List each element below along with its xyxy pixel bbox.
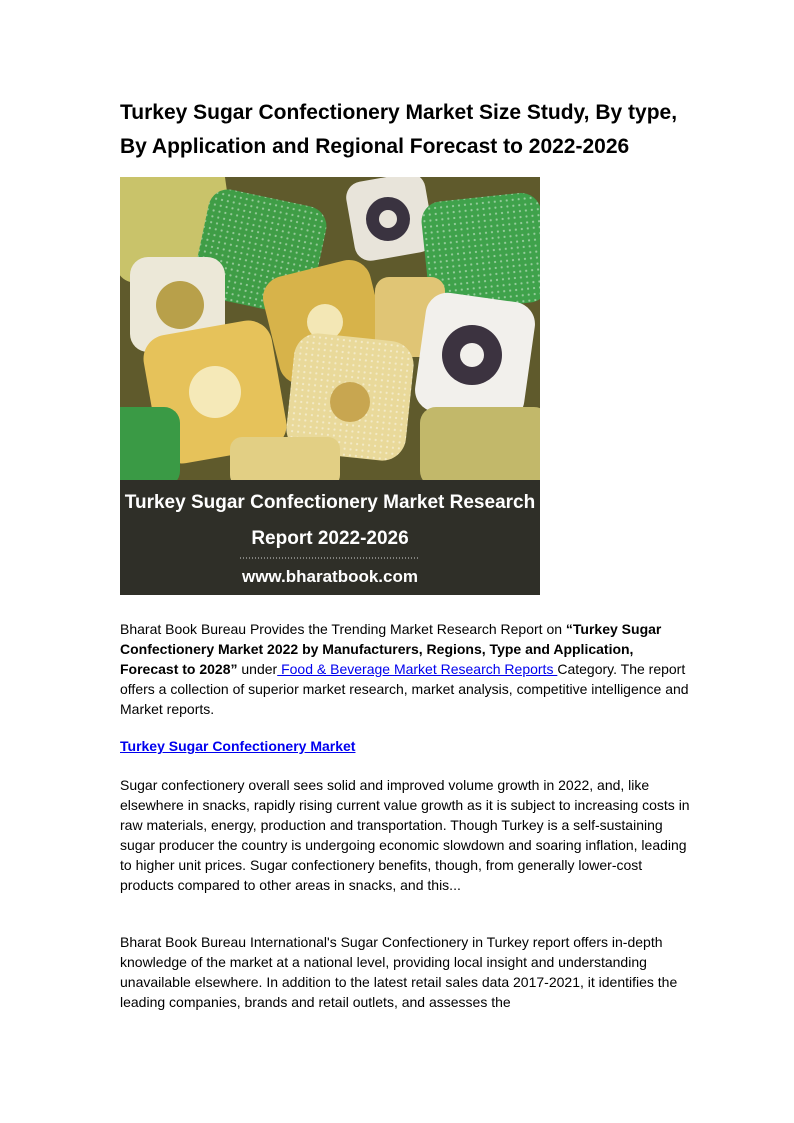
- intro-text-before: Bharat Book Bureau Provides the Trending Market Research Report on: [120, 621, 566, 637]
- title-line-2: By Application and Regional Forecast to 2022-2026: [120, 135, 630, 158]
- banner-title-line-2: Report 2022-2026: [251, 528, 409, 549]
- market-report-link[interactable]: Turkey Sugar Confectionery Market: [120, 738, 356, 754]
- intro-text-under: under: [237, 661, 278, 677]
- market-overview-paragraph: Sugar confectionery overall sees solid and improved volume growth in 2022, and, like elsewhere in snacks, rapidly rising current value growth as it is subject to increasing costs in raw materials, energy, production and transportation. Though Turkey is a self-sustaining sugar producer the country is undergoing economic slowdown and soaring inflation, leading to higher unit prices. Sugar confectionery benefits, though, from generally lower-cost products compared to other areas in snacks, and this...: [120, 777, 690, 893]
- report-description-paragraph: Bharat Book Bureau International's Sugar Confectionery in Turkey report offers in-depth knowledge of the market at a national level, providing local insight and understanding unavailable elsewhere. In addition to the latest retail sales data 2017-2021, it identifies the leading companies, brands and retail outlets, and assesses the: [120, 934, 678, 1010]
- banner-url: www.bharatbook.com: [241, 567, 419, 586]
- category-link[interactable]: Food & Beverage Market Research Reports: [277, 661, 558, 677]
- hero-image: [120, 177, 540, 595]
- page-title: [120, 96, 720, 164]
- intro-report-title: “Turkey Sugar Confectionery Market 2022 by Manufacturers, Regions, Type and Application, Forecast to 2028”: [120, 621, 662, 677]
- section-link-paragraph: [120, 736, 690, 756]
- banner-title-line-1: Turkey Sugar Confectionery Market Research: [124, 492, 536, 513]
- title-line-1: Turkey Sugar Confectionery Market Size Study, By type,: [120, 101, 678, 124]
- intro-text-after: Category. The report offers a collection of superior market research, market analysis, competitive intelligence and Market reports.: [120, 661, 689, 717]
- intro-paragraph: [120, 619, 690, 719]
